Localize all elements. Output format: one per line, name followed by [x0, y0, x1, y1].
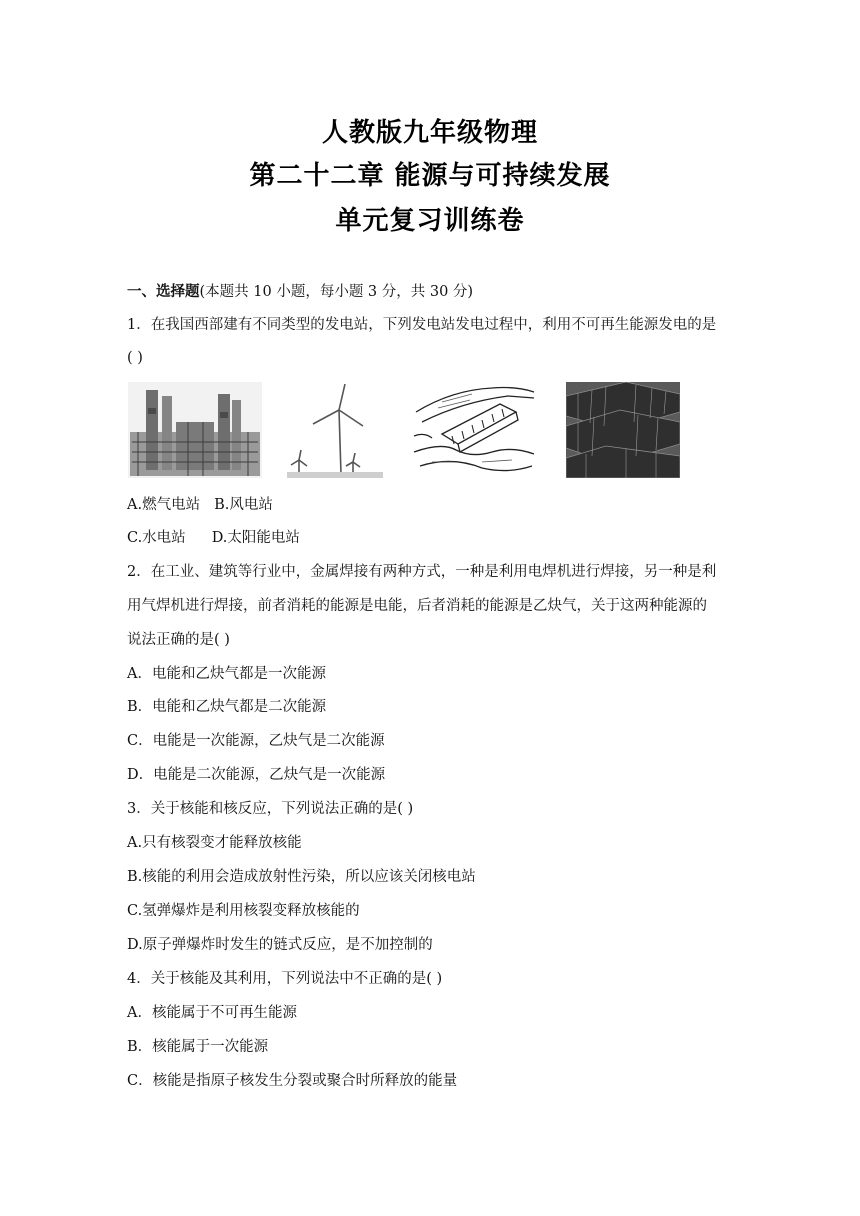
q1-stem-line-1: 1．在我国西部建有不同类型的发电站，下列发电站发电过程中，利用不可再生能源发电的是 — [127, 317, 717, 333]
q3-option-a: A.只有核裂变才能释放核能 — [127, 835, 302, 851]
gas-power-plant-image — [128, 382, 262, 478]
q1-option-d: D.太阳能电站 — [211, 530, 300, 546]
title-line-2: 第二十二章 能源与可持续发展 — [249, 161, 611, 191]
q4-stem: 4．关于核能及其利用，下列说法中不正确的是( ) — [127, 971, 443, 987]
section-1-label: 一、选择题 — [127, 284, 200, 300]
section-1-heading — [127, 282, 473, 302]
q4-option-b: B．核能属于一次能源 — [127, 1039, 269, 1055]
q2-stem-line-3: 说法正确的是( ) — [127, 632, 230, 648]
q2-stem-line-1: 2．在工业、建筑等行业中，金属焊接有两种方式，一种是利用电焊机进行焊接，另一种是利 — [127, 564, 717, 580]
q1-options-row-2 — [127, 528, 300, 548]
q1-stem-line-2: ( ) — [127, 350, 143, 366]
q3-option-c: C.氢弹爆炸是利用核裂变释放核能的 — [127, 903, 360, 919]
q1-option-a: A.燃气电站 — [127, 497, 201, 513]
title-line-1: 人教版九年级物理 — [321, 118, 538, 148]
q4-option-a: A．核能属于不可再生能源 — [127, 1005, 297, 1021]
q2-option-c: C．电能是一次能源，乙炔气是二次能源 — [127, 733, 385, 749]
q1-option-b: B.风电站 — [214, 497, 273, 513]
solar-panel-image — [566, 382, 680, 478]
q2-option-d: D．电能是二次能源，乙炔气是一次能源 — [127, 767, 386, 783]
section-1-note: (本题共 10 小题，每小题 3 分，共 30 分) — [199, 284, 474, 300]
q3-option-b: B.核能的利用会造成放射性污染，所以应该关闭核电站 — [127, 869, 476, 885]
q2-option-a: A．电能和乙炔气都是一次能源 — [127, 666, 326, 682]
q3-option-d: D.原子弹爆炸时发生的链式反应，是不加控制的 — [127, 937, 433, 953]
q2-option-b: B．电能和乙炔气都是二次能源 — [127, 699, 327, 715]
q4-option-c: C．核能是指原子核发生分裂或聚合时所释放的能量 — [127, 1073, 458, 1089]
q2-stem-line-2: 用气焊机进行焊接，前者消耗的能源是电能，后者消耗的能源是乙炔气，关于这两种能源的 — [127, 598, 707, 614]
hydro-dam-image — [412, 382, 536, 478]
q1-options-row-1 — [127, 495, 273, 515]
wind-turbine-image — [287, 382, 383, 478]
q3-stem: 3．关于核能和核反应，下列说法正确的是( ) — [127, 801, 414, 817]
title-line-3: 单元复习训练卷 — [335, 206, 525, 236]
q1-option-c: C.水电站 — [127, 530, 186, 546]
